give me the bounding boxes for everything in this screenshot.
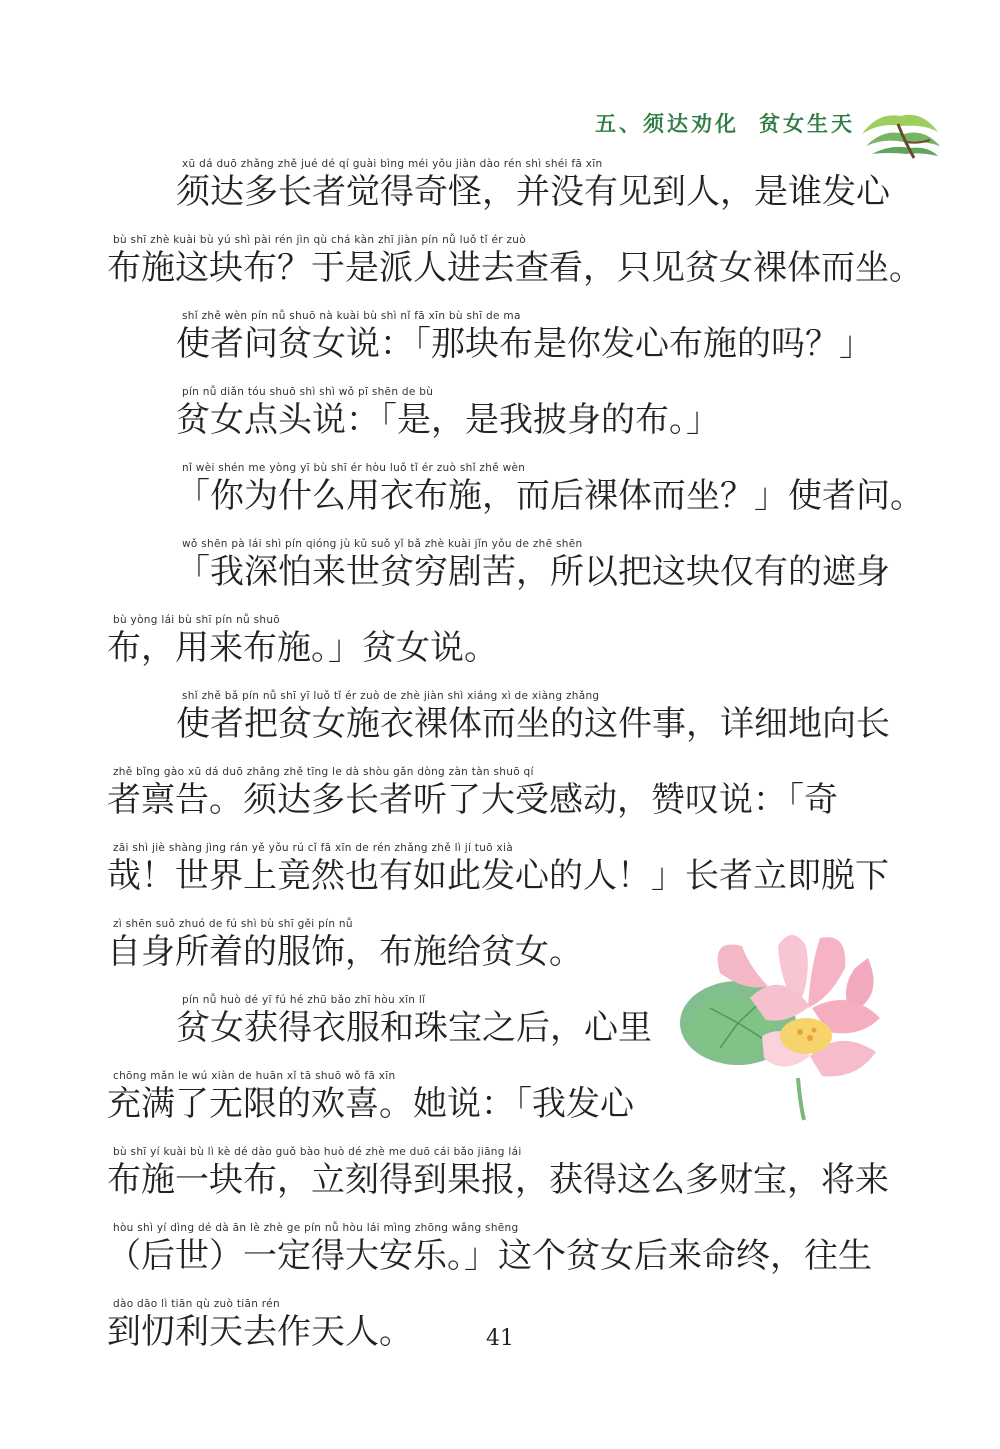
pinyin-line: hòu shì yí dìng dé dà ān lè zhè ge pín nǚ hòu lái mìng zhōng wǎng shēng [113,1222,519,1234]
text-line: 「你为什么用衣布施，而后裸体而坐？」使者问。 [176,476,924,516]
text-line: 须达多长者觉得奇怪，并没有见到人，是谁发心 [176,172,890,212]
pinyin-line: pín nǚ huò dé yī fú hé zhū bǎo zhī hòu xīn lǐ [182,994,426,1006]
text-line: 布施这块布？于是派人进去查看，只见贫女裸体而坐。 [107,248,923,288]
text-line: 布，用来布施。」贫女说。 [107,628,498,668]
pinyin-line: bù shī yí kuài bù lì kè dé dào guǒ bào huò dé zhè me duō cái bǎo jiāng lái [113,1146,522,1158]
pinyin-line: bù shī zhè kuài bù yú shì pài rén jìn qù chá kàn zhī jiàn pín nǚ luǒ tǐ ér zuò [113,234,526,246]
text-line: 贫女获得衣服和珠宝之后，心里 [176,1008,652,1048]
page-number: 41 [486,1326,514,1351]
pinyin-line: pín nǚ diǎn tóu shuō shì shì wǒ pī shēn de bù [182,386,434,398]
text-line: 者禀告。须达多长者听了大受感动，赞叹说：「奇 [107,780,838,820]
chapter-header [595,108,855,138]
pinyin-line: bù yòng lái bù shī pín nǚ shuō [113,614,281,626]
text-line: 「我深怕来世贫穷剧苦，所以把这块仅有的遮身 [176,552,890,592]
pinyin-line: shǐ zhě bǎ pín nǚ shī yī luǒ tǐ ér zuò de zhè jiàn shì xiáng xì de xiàng zhǎng [182,690,600,702]
lotus-flower-icon [680,928,890,1123]
pinyin-line: zāi shì jiè shàng jìng rán yě yǒu rú cǐ fā xīn de rén zhǎng zhě lì jí tuō xià [113,842,514,854]
text-line: 布施一块布，立刻得到果报，获得这么多财宝，将来 [107,1160,889,1200]
pinyin-line: zhě bǐng gào xū dá duō zhǎng zhě tīng le dà shòu gǎn dòng zàn tàn shuō qí [113,766,534,778]
text-line: 使者把贫女施衣裸体而坐的这件事，详细地向长 [176,704,890,744]
text-line: 哉！世界上竟然也有如此发心的人！」长者立即脱下 [107,856,889,896]
pinyin-line: chōng mǎn le wú xiàn de huān xǐ tā shuō wǒ fā xīn [113,1070,396,1082]
pinyin-line: dào dāo lì tiān qù zuò tiān rén [113,1298,280,1310]
pinyin-line: xū dá duō zhǎng zhě jué dé qí guài bìng méi yǒu jiàn dào rén shì shéi fā xīn [182,158,603,170]
text-line: （后世）一定得大安乐。」这个贫女后来命终，往生 [107,1236,872,1276]
text-line: 使者问贫女说：「那块布是你发心布施的吗？」 [176,324,873,364]
chapter-story-title: 贫女生天 [759,112,855,136]
text-line: 贫女点头说：「是，是我披身的布。」 [176,400,720,440]
pine-tree-icon [858,104,942,162]
text-line: 到忉利天去作天人。 [107,1312,413,1352]
pinyin-line: nǐ wèi shén me yòng yī bù shī ér hòu luǒ tǐ ér zuò shǐ zhě wèn [182,462,526,474]
chapter-number-title: 五、须达劝化 [595,112,739,136]
text-line: 自身所着的服饰，布施给贫女。 [107,932,583,972]
pinyin-line: wǒ shēn pà lái shì pín qióng jù kǔ suǒ yǐ bǎ zhè kuài jǐn yǒu de zhē shēn [182,538,583,550]
text-line: 充满了无限的欢喜。她说：「我发心 [107,1084,634,1124]
pinyin-line: shǐ zhě wèn pín nǚ shuō nà kuài bù shì nǐ fā xīn bù shī de ma [182,310,521,322]
pinyin-line: zì shēn suǒ zhuó de fú shì bù shī gěi pín nǚ [113,918,353,930]
